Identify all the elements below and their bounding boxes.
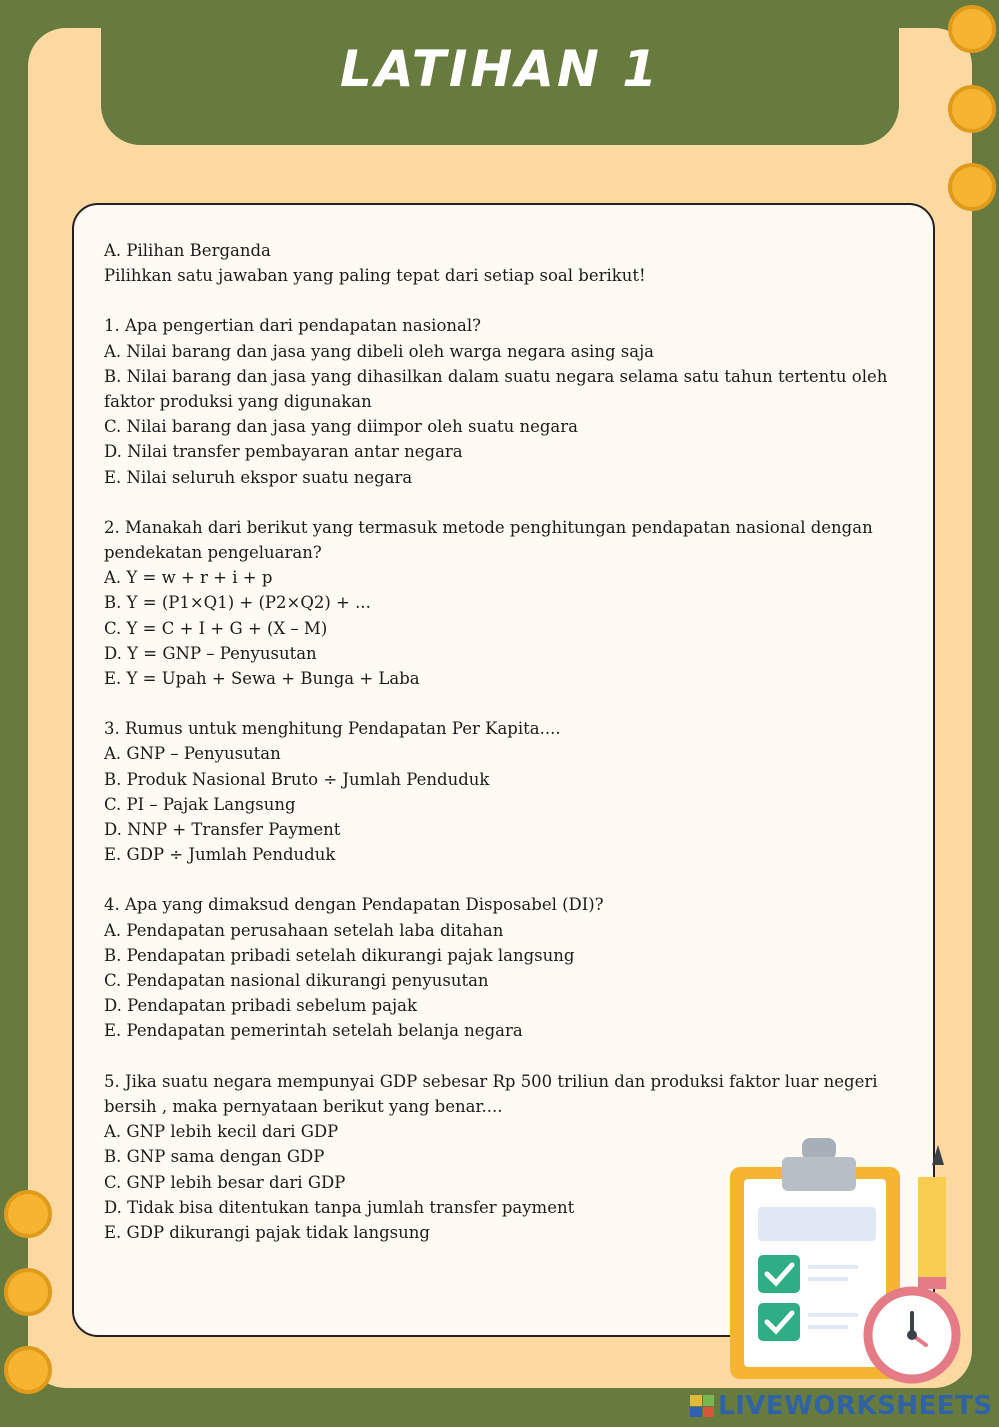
option-5d[interactable]: D. Tidak bisa ditentukan tanpa jumlah transfer payment [104, 1197, 575, 1217]
clipboard-line-icon [808, 1277, 848, 1281]
question-text: 4. Apa yang dimaksud dengan Pendapatan Disposabel (DI)? [104, 895, 604, 915]
question-text: 5. Jika suatu negara mempunyai GDP sebesar Rp 500 triliun dan produksi faktor luar negeri [104, 1071, 878, 1091]
binder-ring-icon [948, 163, 996, 211]
clipboard-illustration-icon [722, 1135, 972, 1385]
option-1c[interactable]: C. Nilai barang dan jasa yang diimpor oleh suatu negara [104, 417, 578, 437]
clipboard-line-icon [808, 1325, 848, 1329]
clipboard-clip-top-icon [802, 1138, 836, 1160]
section-instruction: Pilihkan satu jawaban yang paling tepat dari setiap soal berikut! [104, 266, 646, 286]
option-3c[interactable]: C. PI – Pajak Langsung [104, 794, 296, 814]
question-text-continued: bersih , maka pernyataan berikut yang benar.... [104, 1096, 503, 1116]
option-1a[interactable]: A. Nilai barang dan jasa yang dibeli oleh warga negara asing saja [104, 341, 655, 361]
clipboard-field-icon [758, 1207, 876, 1241]
option-1d[interactable]: D. Nilai transfer pembayaran antar negara [104, 442, 463, 462]
option-4e[interactable]: E. Pendapatan pemerintah setelah belanja negara [104, 1021, 523, 1041]
option-5e[interactable]: E. GDP dikurangi pajak tidak langsung [104, 1222, 430, 1242]
question-text: 3. Rumus untuk menghitung Pendapatan Per Kapita.... [104, 719, 561, 739]
clipboard-line-icon [808, 1265, 858, 1269]
option-2c[interactable]: C. Y = C + I + G + (X – M) [104, 618, 328, 638]
question-2 [104, 515, 904, 691]
option-4a[interactable]: A. Pendapatan perusahaan setelah laba ditahan [104, 920, 504, 940]
option-5b[interactable]: B. GNP sama dengan GDP [104, 1147, 325, 1167]
option-5c[interactable]: C. GNP lebih besar dari GDP [104, 1172, 346, 1192]
question-text: 2. Manakah dari berikut yang termasuk metode penghitungan pendapatan nasional dengan [104, 517, 873, 537]
option-3e[interactable]: E. GDP ÷ Jumlah Penduduk [104, 845, 336, 865]
brand-name: LIVEWORKSHEETS [718, 1391, 993, 1421]
pencil-body-icon [918, 1177, 946, 1277]
pencil-eraser-icon [918, 1277, 946, 1289]
clipboard-clip-icon [782, 1157, 856, 1191]
liveworksheets-logo-icon [690, 1395, 714, 1417]
option-4c[interactable]: C. Pendapatan nasional dikurangi penyusutan [104, 971, 489, 991]
question-text-continued: pendekatan pengeluaran? [104, 543, 322, 563]
option-3d[interactable]: D. NNP + Transfer Payment [104, 820, 341, 840]
checkbox-checked-icon [758, 1255, 800, 1293]
question-1 [104, 313, 904, 489]
option-2d[interactable]: D. Y = GNP – Penyusutan [104, 643, 317, 663]
question-4 [104, 892, 904, 1043]
binder-ring-icon [4, 1346, 52, 1394]
question-3 [104, 716, 904, 867]
footer-brand[interactable] [690, 1386, 999, 1426]
option-4b[interactable]: B. Pendapatan pribadi setelah dikurangi pajak langsung [104, 945, 575, 965]
question-content [104, 238, 904, 1245]
binder-ring-icon [948, 85, 996, 133]
page-title: LATIHAN 1 [339, 40, 661, 98]
option-1b[interactable]: B. Nilai barang dan jasa yang dihasilkan dalam suatu negara selama satu tahun tertentu oleh [104, 366, 888, 386]
option-4d[interactable]: D. Pendapatan pribadi sebelum pajak [104, 996, 417, 1016]
option-3b[interactable]: B. Produk Nasional Bruto ÷ Jumlah Penduduk [104, 769, 490, 789]
question-text: 1. Apa pengertian dari pendapatan nasional? [104, 316, 481, 336]
binder-ring-icon [4, 1268, 52, 1316]
option-1b-continued[interactable]: faktor produksi yang digunakan [104, 392, 372, 412]
pencil-tip-icon [932, 1145, 944, 1165]
option-5a[interactable]: A. GNP lebih kecil dari GDP [104, 1122, 339, 1142]
checkbox-checked-icon [758, 1303, 800, 1341]
section-heading: A. Pilihan Berganda [104, 241, 271, 260]
clock-center-icon [907, 1330, 917, 1340]
option-2e[interactable]: E. Y = Upah + Sewa + Bunga + Laba [104, 669, 420, 689]
binder-ring-icon [948, 5, 996, 53]
option-2b[interactable]: B. Y = (P1×Q1) + (P2×Q2) + ... [104, 593, 371, 613]
option-1e[interactable]: E. Nilai seluruh ekspor suatu negara [104, 467, 413, 487]
option-2a[interactable]: A. Y = w + r + i + p [104, 568, 273, 588]
binder-ring-icon [4, 1190, 52, 1238]
option-3a[interactable]: A. GNP – Penyusutan [104, 744, 281, 764]
clipboard-line-icon [808, 1313, 858, 1317]
